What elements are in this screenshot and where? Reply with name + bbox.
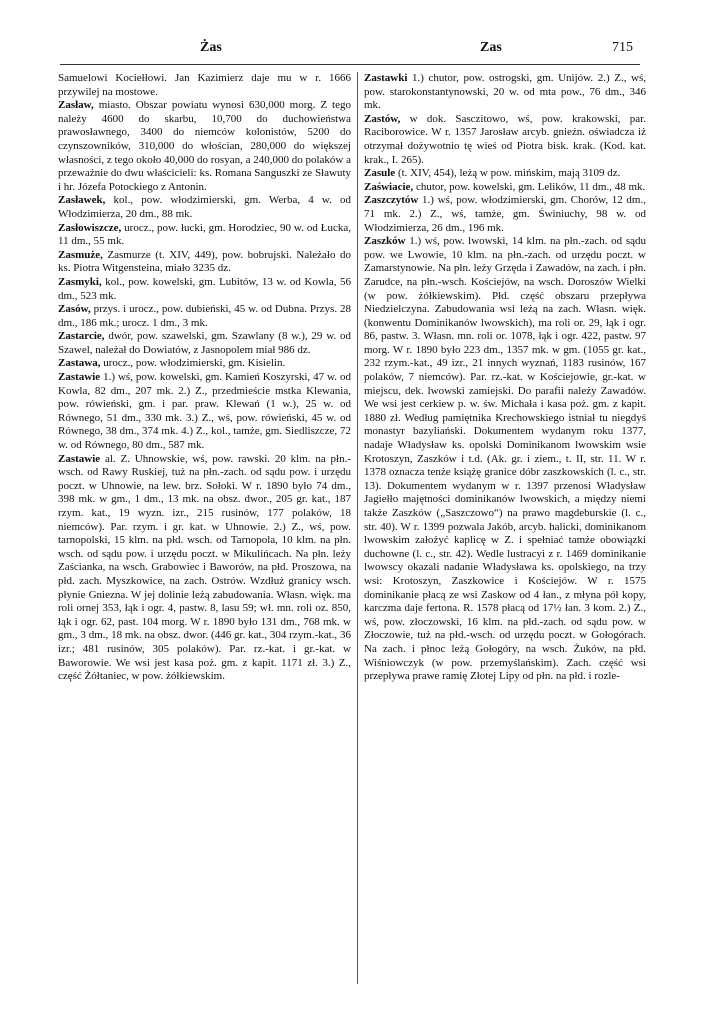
- dictionary-entry: [58, 330, 351, 357]
- entry-headword: Zasław,: [58, 99, 94, 112]
- entry-text: w dok. Sasczitowo, wś, pow. krakowski, par. Raciborowice. W r. 1357 Jarosław arcyb. gnieźn. oświadcza iż otrzymał dożywotnio tę wieś od Piotra bisk. krak. (Kod. kat. krak., I. 265).: [364, 112, 646, 166]
- dictionary-entry: [58, 453, 351, 684]
- entry-headword: Zasule: [364, 167, 396, 180]
- dictionary-entry: [364, 235, 646, 684]
- entry-headword: Zaszków: [364, 235, 406, 248]
- dictionary-entry: [58, 99, 351, 194]
- entry-text: chutor, pow. kowelski, gm. Lelików, 11 dm., 48 mk.: [413, 180, 646, 193]
- dictionary-entry: [58, 72, 351, 99]
- entry-text: (t. XIV, 454), leżą w pow. mińskim, mają 3109 dz.: [395, 167, 621, 180]
- entry-headword: Zasmuże,: [58, 248, 103, 261]
- entry-text: urocz., pow. włodzimierski, gm. Kisielin.: [100, 357, 286, 370]
- entry-headword: Zastawie: [58, 452, 101, 465]
- entry-headword: Zasmyki,: [58, 275, 102, 288]
- entry-headword: Zaświacie,: [364, 180, 414, 193]
- entry-text: miasto. Obszar powiatu wynosi 630,000 morg. Z tego należy 4600 do skarbu, 10,700 do duchowieństwa prawosławnego, 3400 do niemców kolonistów, 5200 do czynszowników, 310,000 do włościan, 280,000 do większej własności, z tego około 40,000 do rosyan, a 240,000 do polaków a przeważnie do dwu właścicieli: ks. Romana Sanguszki ze Sławuty i hr. Józefa Potockiego z Antonin.: [58, 99, 351, 193]
- entry-text: 1.) chutor, pow. ostrogski, gm. Unijów. 2.) Z., wś, pow. starokonstantynowski, 20 w. od mta pow., 76 dm., 346 mk.: [364, 72, 646, 112]
- dictionary-entry: [58, 222, 351, 249]
- entry-headword: Zastawki: [364, 72, 408, 84]
- entry-headword: Zaszczytów: [364, 194, 419, 207]
- entry-text: Samuelowi Kociełłowi. Jan Kazimierz daje mu w r. 1666 przywilej na mostowe.: [58, 72, 351, 98]
- dictionary-entry: [58, 194, 351, 221]
- entry-text: kol., pow. kowelski, gm. Lubitów, 13 w. od Kowla, 56 dm., 523 mk.: [58, 275, 351, 302]
- header-rule: [60, 64, 640, 65]
- entry-text: al. Z. Uhnowskie, wś, pow. rawski. 20 klm. na płn.-wsch. od Rawy Ruskiej, tuż na płn.-zach. od sądu pow. i urzędu poczt. w Uhnowie, na lew. brz. Sołoki. W r. 1890 było 74 dm., 398 mk. w gm., 1 dm., 13 mk. na obsz. dwor., 205 gr. kat., 187 rzym. kat., 19 wyzn. izr., 215 rusinów, 177 polaków, 18 niemców). Par. rzym. i gr. kat. w Uhnowie. 2.) Z., wś, pow. tarnopolski, 15 klm. na płd. wsch. od Tarnopola, 10 klm. na płn. wsch. od sądu pow. i urzędu poczt. w Mikulińcach. Na płn. leży Zaścianka, na wsch. Grabowiec i Baworów, na płd. Proszowa, na płd. zach. Myszkowice, na zach. Ostrów. Wzdłuż granicy wsch. płynie Gniezna. W jej dolinie leżą zabudowania. Własn. więk. ma roli ornej 353, łąk i ogr. 4, pastw. 8, lasu 59; wł. mn. roli oz. 850, łąk i ogr. 62, past. 104 morg. W r. 1890 było 131 dm., 768 mk. w gm., 3 dm., 18 mk. na obsz. dwor. (446 gr. kat., 304 rzym.-kat., 36 izr.; 481 rusinów, 305 polaków). Par. rz.-kat. i gr.-kat. w Baworowie. We wsi jest kasa poż. gm. z kapit. 1171 zł. 3.) Z., część Żółtaniec, w pow. żółkiewskim.: [58, 452, 351, 683]
- left-column: [58, 72, 351, 684]
- dictionary-entry: [58, 303, 351, 330]
- entry-headword: Zasławek,: [58, 194, 106, 207]
- entry-text: urocz., pow. łucki, gm. Horodziec, 90 w. od Łucka, 11 dm., 55 mk.: [58, 221, 351, 248]
- entry-text: przys. i urocz., pow. dubieński, 45 w. od Dubna. Przys. 28 dm., 186 mk.; urocz. 1 dm., 3 mk.: [58, 303, 351, 329]
- entry-headword: Zasów,: [58, 303, 91, 316]
- dictionary-entry: [364, 194, 646, 235]
- entry-headword: Zastawa,: [58, 357, 101, 370]
- dictionary-entry: [364, 167, 646, 181]
- header-left-word: Żas: [200, 40, 222, 55]
- column-divider: [357, 72, 358, 984]
- entry-text: 1.) wś, pow. lwowski, 14 klm. na płn.-zach. od sądu pow. we Lwowie, 10 klm. na płn.-zach. od urzędu poczt. w Zamarstynowie. Na płn. leży Grzęda i Zawadów, na zach. i płn. Zarudce, na płn.-wsch. Kościejów, na wsch. Doroszów Wielki (w pow. żółkiewskim). Płd. część obszaru przepływa Niedzielczyna. Zabudowania wsi leżą na zach. Własn. więk. (konwentu Dominikanów lwowskich), ma roli or. 29, łąk i ogr. 86, pastw. 3. Własn. mn. roli or. 1078, łąk i ogr. 422, pastw. 97 morg. W r. 1890 było 223 dm., 1357 mk. w gm. (1055 gr. kat., 232 rzym.-kat., 49 izr., 21 innych wyznań, 1183 rusinów, 167 polaków, 7 niemców). Par. rz.-kat. w Kościejowie, gr.-kat. w miejscu, dek. lwowski zamiejski. Do parafii należy Zawadów. We wsi jest cerkiew p. w. św. Michała i kasa poż. gm. z kapit. 1880 zł. Według pamiętnika Krechowskiego istniał tu niegdyś monastyr bazyliański. Dokumentem wydanym roku 1377, nadaje Władysław ks. opolski Dominikanom lwowskim wsie Krotoszyn, Zaszków i t.d. (Ak. gr. i ziem., t. II, str. 11. W r. 1378 oznacza tenże książę granice dóbr zaszkowskich (l. c., str. 13). Dokumentem wydanym w r. 1397 przenosi Władysław Jagiełło majętności dominikanów lwowskich, a między niemi także Zaszków („Saszczowo“) na prawo magdeburskie (l. c., str. 40). W r. 1399 pozwala Jakób, arcyb. halicki, dominikanom lwowskim założyć kaplicę w Z. i spełniać tamże obowiązki duchowne (l. c., str. 42). Wedle lustracyi z r. 1469 dominikanie lwowscy okazali nadanie Władysława ks. opolskiego, na trzy wsi: Krotoszyn, Zaszkowice i Kościejów. W r. 1575 dominikanie płacą ze wsi Zaskow od 4 łan., z młyna pół kopy, karczma daje fertona. R. 1578 płacą od 17½ łan. 3 kom. 2.) Z., wś, pow. złoczowski, 16 klm. na płd.-zach. od sądu pow. w Złoczowie, tuż na płd.-wsch. od urzędu poczt. w Gołogórach. Na zach. i płnoc leżą Gołogóry, na wsch. Żuków, na płd. Wiśniowczyk (w pow. przemyślańskim). Zach. część wsi przepływa prawe ramię Złotej Lipy od płn. na płd. i rozle-: [364, 235, 646, 683]
- page-header: [0, 40, 720, 56]
- entry-headword: Zasłowiszcze,: [58, 221, 122, 234]
- entry-text: dwór, pow. szawelski, gm. Szawlany (8 w.), 29 w. od Szawel, należał do Dowiatów, z Jasnopolem miał 986 dz.: [58, 330, 351, 356]
- dictionary-entry: [364, 72, 646, 113]
- entry-text: Zasmurze (t. XIV, 449), pow. bobrujski. Należało do ks. Piotra Witgensteina, miało 3235 dz.: [58, 248, 351, 275]
- entry-text: kol., pow. włodzimierski, gm. Werba, 4 w. od Włodzimierza, 20 dm., 88 mk.: [58, 194, 351, 220]
- dictionary-entry: [58, 276, 351, 303]
- entry-headword: Zastów,: [364, 112, 401, 125]
- entry-headword: Zastarcie,: [58, 330, 105, 343]
- dictionary-entry: [58, 371, 351, 453]
- header-center-word: Zas: [480, 40, 502, 55]
- right-column: [364, 72, 646, 684]
- entry-headword: Zastawie: [58, 371, 101, 384]
- entry-text: 1.) wś, pow. kowelski, gm. Kamień Koszyrski, 47 w. od Kowla, 82 dm., 207 mk. 2.) Z., przedmieście mstka Klewania, pow. rówieński, gm. i par. praw. Klewań (1 w.), 25 w. od Równego, 51 dm., 330 mk. 3.) Z., wś, pow. rówieński, 45 w. od Równego, 38 dm., 374 mk. 4.) Z., kol., tamże, gm. Siedliszcze, 72 w. od Równego, 80 dm., 587 mk.: [58, 371, 351, 452]
- dictionary-entry: [364, 113, 646, 167]
- dictionary-entry: [58, 249, 351, 276]
- entry-text: 1.) wś, pow. włodzimierski, gm. Chorów, 12 dm., 71 mk. 2.) Z., wś, tamże, gm. Świniuchy, 98 w. od Włodzimierza, 26 dm., 196 mk.: [364, 194, 646, 234]
- dictionary-entry: [364, 181, 646, 195]
- dictionary-entry: [58, 357, 351, 371]
- page-number: 715: [612, 40, 633, 55]
